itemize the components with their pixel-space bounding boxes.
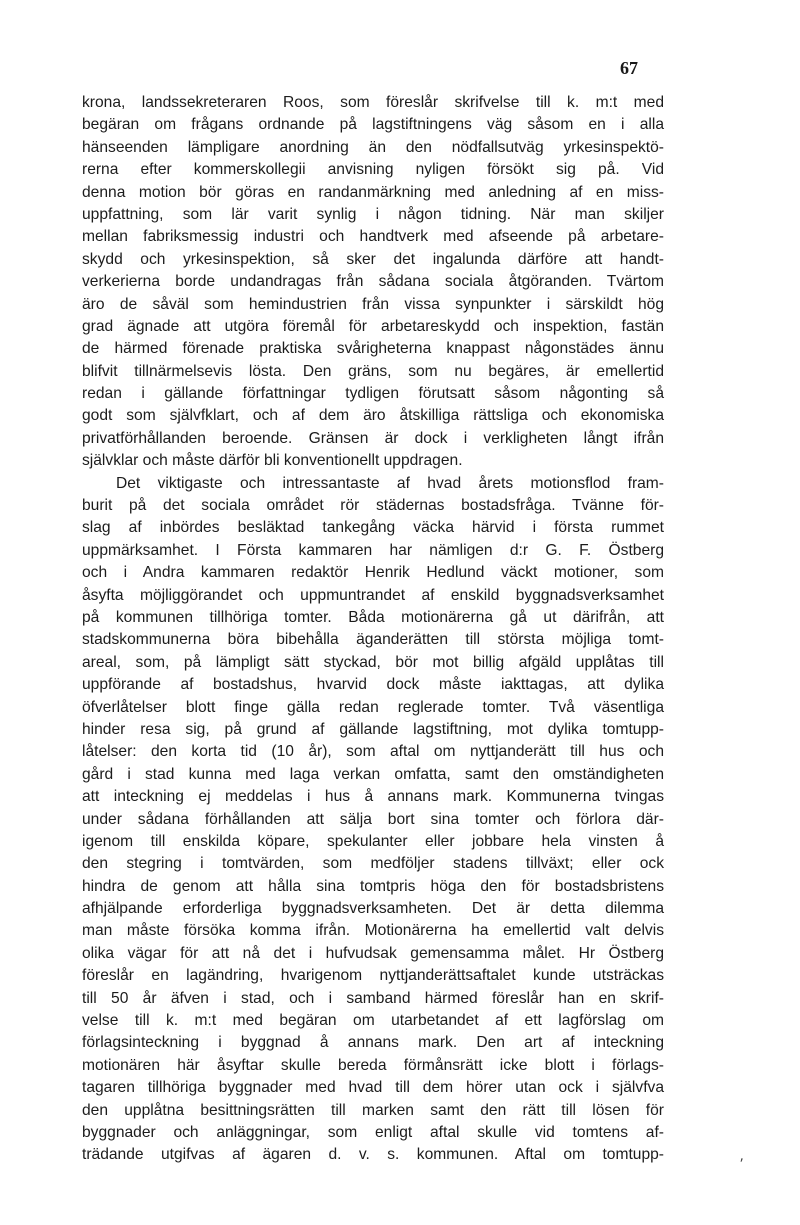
text-line: på kommunen tillhöriga tomter. Båda motionärerna gå ut därifrån, att <box>82 608 664 626</box>
text-line: trädande utgifvas af ägaren d. v. s. kommunen. Aftal om tomtupp- <box>82 1146 664 1164</box>
text-line: krona, landssekreteraren Roos, som föreslår skrifvelse till k. m:t med <box>82 94 664 111</box>
text-line: igenom till enskilda köpare, spekulanter eller jobbare hela vinsten å <box>82 832 664 850</box>
text-line: grad ägnade att utgöra föremål för arbetareskydd och inspektion, fastän <box>82 317 664 335</box>
text-line: låtelser: den korta tid (10 år), som aftal om nyttjanderätt till hus och <box>82 743 664 761</box>
text-line: föreslår en lagändring, hvarigenom nyttjanderättsaftalet kunde utsträckas <box>82 967 664 985</box>
text-line: mellan fabriksmessig industri och handtverk med afseende på arbetare- <box>82 228 664 246</box>
text-line: självklar och måste därför bli konventionellt uppdragen. <box>82 452 463 470</box>
text-line: olika vägar för att nå det i hufvudsak gemensamma målet. Hr Östberg <box>82 944 664 962</box>
body-text <box>82 92 664 1167</box>
text-line: under sådana förhållanden att sälja bort sina tomter och förlora där- <box>82 810 664 828</box>
text-line: uppfattning, som lär varit synlig i någon tidning. När man skiljer <box>82 205 664 223</box>
text-line: hinder resa sig, på grund af gällande lagstiftning, mot dylika tomtupp- <box>82 720 664 738</box>
text-line: de härmed förenade praktiska svårigheterna knappast någonstädes ännu <box>82 340 664 358</box>
text-line: hindra de genom att hålla sina tomtpris höga den för bostadsbristens <box>82 877 664 895</box>
text-line: förlagsinteckning i byggnad å annans mark. Den art af inteckning <box>82 1034 664 1052</box>
text-line: verkerierna borde undandragas från sådana sociala åtgöranden. Tvärtom <box>82 273 664 291</box>
text-line: öfverlåtelser blott finge gälla redan reglerade tomter. Två väsentliga <box>82 698 664 716</box>
text-line: skydd och yrkesinspektion, så sker det ingalunda därföre att handt- <box>82 250 664 268</box>
text-line: redan i gällande författningar tydligen förutsatt såsom någonting så <box>82 385 664 403</box>
text-line: byggnader och anläggningar, som enligt aftal skulle vid tomtens af- <box>82 1123 664 1141</box>
text-line: begäran om frågans ordnande på lagstiftningens väg såsom en i alla <box>82 116 664 134</box>
text-line: och i Andra kammaren redaktör Henrik Hedlund väckt motioner, som <box>82 564 664 582</box>
text-line: rerna efter kommerskollegii anvisning nyligen försökt sig på. Vid <box>82 161 664 179</box>
stray-ink-mark: ⸴ <box>740 1150 744 1166</box>
text-line: burit på det sociala området rör städernas bostadsfråga. Tvänne för- <box>82 497 664 515</box>
text-line: tagaren tillhöriga byggnader med hvad till dem hörer utan ock i självfva <box>82 1079 664 1097</box>
text-line: privatförhållanden beroende. Gränsen är dock i verkligheten långt ifrån <box>82 429 664 447</box>
text-line: godt som självfklart, och af dem äro åtskilliga rättsliga och ekonomiska <box>82 407 664 425</box>
text-line: att inteckning ej meddelas i hus å annans mark. Kommunerna tvingas <box>82 788 664 806</box>
text-line: hänseenden lämpligare anordning än den nödfallsutväg yrkesinspektö- <box>82 138 664 156</box>
text-line: till 50 år äfven i stad, och i samband härmed föreslår han en skrif- <box>82 989 664 1007</box>
text-line: uppförande af bostadshus, hvarvid dock måste iakttagas, att dylika <box>82 676 664 694</box>
text-line: den stegring i tomtvärden, som medföljer stadens tillväxt; eller ock <box>82 855 664 873</box>
text-line: åsyfta möjliggörandet och uppmuntrandet af enskild byggnadsverksamhet <box>82 586 664 604</box>
text-line: blifvit tillnärmelsevis lösta. Den gräns, som nu begäres, är emellertid <box>82 362 664 380</box>
text-line: velse till k. m:t med begäran om utarbetandet af ett lagförslag om <box>82 1012 664 1030</box>
text-line: uppmärksamhet. I Första kammaren har nämligen d:r G. F. Östberg <box>82 541 664 559</box>
text-line: gård i stad kunna med laga verkan omfatta, samt den omständigheten <box>82 765 664 783</box>
text-line: den upplåtna besittningsrätten till marken samt den rätt till lösen för <box>82 1101 664 1119</box>
text-line: man måste försöka komma ifrån. Motionärerna ha emellertid valt delvis <box>82 922 664 940</box>
text-line: stadskommunerna böra bibehålla äganderätten till största möjliga tomt- <box>82 631 664 649</box>
text-line: Det viktigaste och intressantaste af hvad årets motionsflod fram- <box>116 474 664 492</box>
text-line: denna motion bör göras en randanmärkning med anledning af en miss- <box>82 183 664 201</box>
page-number: 67 <box>620 58 638 78</box>
text-line: afhjälpande erforderliga byggnadsverksamheten. Det är detta dilemma <box>82 900 664 918</box>
text-line: motionären här åsyftar skulle bereda förmånsrätt icke blott i förlags- <box>82 1056 664 1074</box>
text-line: slag af inbördes besläktad tankegång väcka härvid i första rummet <box>82 519 664 537</box>
text-line: äro de såväl som hemindustrien från vissa synpunkter i särskildt hög <box>82 295 664 313</box>
text-line: areal, som, på lämpligt sätt styckad, bör mot billig afgäld upplåtas till <box>82 653 664 671</box>
